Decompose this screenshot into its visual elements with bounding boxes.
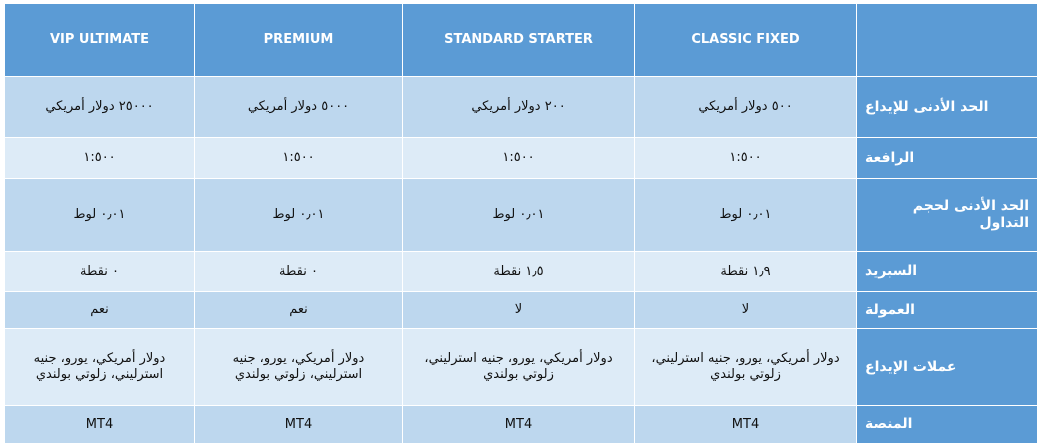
column-header-classic-fixed: CLASSIC FIXED (635, 4, 856, 76)
row-label-currencies: عملات الإيداع (857, 329, 1037, 405)
cell-min-lot-classic: ٠٫٠١ لوط (635, 179, 856, 251)
row-label-min-lot: الحد الأدنى لحجم التداول (857, 179, 1037, 251)
cell-platform-classic: MT4 (635, 406, 856, 443)
cell-min-deposit-classic: ٥٠٠ دولار أمريكي (635, 77, 856, 137)
cell-platform-vip: MT4 (5, 406, 194, 443)
cell-min-deposit-standard: ٢٠٠ دولار أمريكي (403, 77, 634, 137)
cell-min-lot-vip: ٠٫٠١ لوط (5, 179, 194, 251)
cell-leverage-classic: ١:٥٠٠ (635, 138, 856, 178)
cell-min-deposit-vip: ٢٥٠٠٠ دولار أمريكي (5, 77, 194, 137)
cell-spread-standard: ١٫٥ نقطة (403, 252, 634, 291)
cell-currencies-vip: دولار أمريكي، يورو، جنيه استرليني، زلوتي بولندي (5, 329, 194, 405)
cell-currencies-classic: دولار أمريكي، يورو، جنيه استرليني، زلوتي بولندي (635, 329, 856, 405)
cell-currencies-premium: دولار أمريكي، يورو، جنيه استرليني، زلوتي بولندي (195, 329, 402, 405)
cell-min-lot-standard: ٠٫٠١ لوط (403, 179, 634, 251)
row-label-spread: السبريد (857, 252, 1037, 291)
column-header-standard-starter: STANDARD STARTER (403, 4, 634, 76)
cell-leverage-standard: ١:٥٠٠ (403, 138, 634, 178)
cell-spread-vip: ٠ نقطة (5, 252, 194, 291)
row-label-leverage: الرافعة (857, 138, 1037, 178)
column-header-premium: PREMIUM (195, 4, 402, 76)
cell-spread-classic: ١٫٩ نقطة (635, 252, 856, 291)
cell-commission-premium: نعم (195, 292, 402, 328)
cell-commission-vip: نعم (5, 292, 194, 328)
cell-leverage-premium: ١:٥٠٠ (195, 138, 402, 178)
cell-min-lot-premium: ٠٫٠١ لوط (195, 179, 402, 251)
account-comparison-table (5, 4, 1033, 436)
cell-leverage-vip: ١:٥٠٠ (5, 138, 194, 178)
row-label-platform: المنصة (857, 406, 1037, 443)
column-header-vip-ultimate: VIP ULTIMATE (5, 4, 194, 76)
cell-platform-premium: MT4 (195, 406, 402, 443)
header-corner-cell (857, 4, 1037, 76)
cell-commission-standard: لا (403, 292, 634, 328)
row-label-commission: العمولة (857, 292, 1037, 328)
cell-currencies-standard: دولار أمريكي، يورو، جنيه استرليني، زلوتي بولندي (403, 329, 634, 405)
cell-platform-standard: MT4 (403, 406, 634, 443)
cell-min-deposit-premium: ٥٠٠٠ دولار أمريكي (195, 77, 402, 137)
cell-commission-classic: لا (635, 292, 856, 328)
cell-spread-premium: ٠ نقطة (195, 252, 402, 291)
row-label-min-deposit: الحد الأدنى للإيداع (857, 77, 1037, 137)
